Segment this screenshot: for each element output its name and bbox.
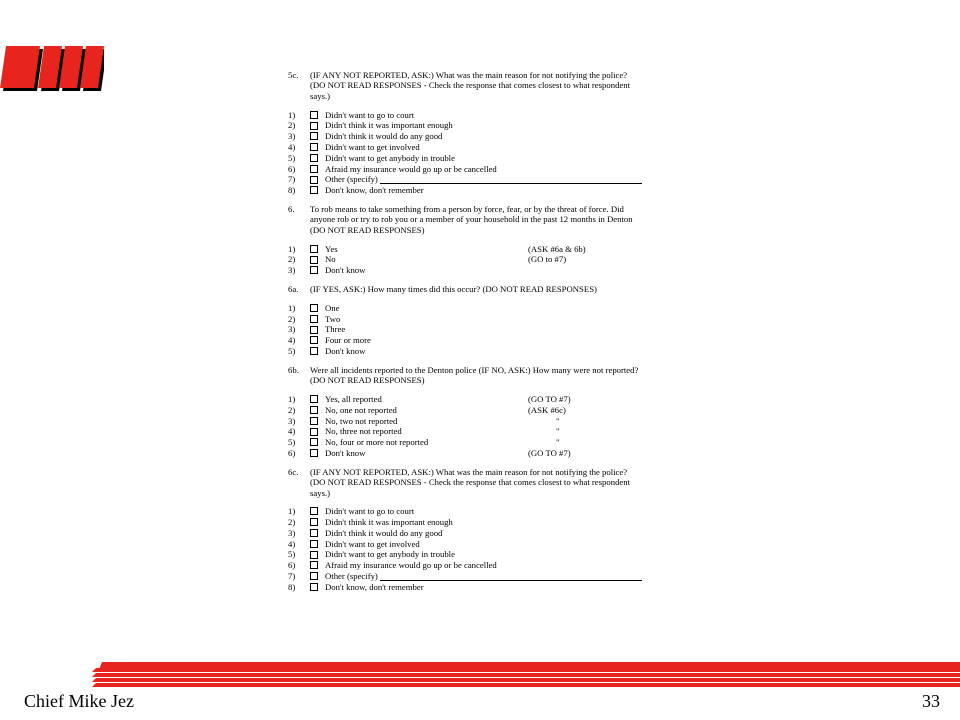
question-line [288, 204, 668, 214]
checkbox[interactable] [310, 304, 318, 312]
option-label: Other (specify) [325, 571, 378, 582]
checkbox[interactable] [310, 507, 318, 515]
question-text: says.) [310, 90, 331, 101]
option-number: 4) [288, 141, 296, 152]
checkbox[interactable] [310, 315, 318, 323]
checkbox[interactable] [310, 449, 318, 457]
question-spacer [288, 101, 668, 109]
option-instruction: (GO TO #7) [528, 447, 571, 458]
option-number: 8) [288, 185, 296, 196]
option-label: Didn't think it would do any good [325, 131, 443, 142]
checkbox[interactable] [310, 347, 318, 355]
option-label: One [325, 302, 340, 313]
option-label: Didn't want to get involved [325, 538, 420, 549]
option-instruction: " [556, 415, 560, 426]
option-number: 1) [288, 109, 296, 120]
option-row [288, 517, 668, 528]
option-label: Didn't want to go to court [325, 506, 415, 517]
footer-stripe [92, 673, 960, 677]
question-number [288, 477, 310, 487]
checkbox[interactable] [310, 165, 318, 173]
option-number: 6) [288, 447, 296, 458]
option-number: 1) [288, 393, 296, 404]
checkbox[interactable] [310, 326, 318, 334]
option-row [288, 394, 668, 405]
option-row [288, 131, 668, 142]
checkbox[interactable] [310, 561, 318, 569]
option-number: 3) [288, 527, 296, 538]
option-row [288, 346, 668, 357]
option-number: 3) [288, 131, 296, 142]
option-row [288, 571, 668, 582]
option-row [288, 415, 668, 426]
checkbox[interactable] [310, 176, 318, 184]
option-label: Yes [325, 243, 338, 254]
option-label: Yes, all reported [325, 393, 382, 404]
option-row [288, 120, 668, 131]
checkbox[interactable] [310, 540, 318, 548]
option-number: 1) [288, 243, 296, 254]
option-label: Don't know [325, 265, 366, 276]
question-text: (DO NOT READ RESPONSES - Check the response that comes closest to what respondent [310, 80, 631, 91]
checkbox[interactable] [310, 583, 318, 591]
checkbox[interactable] [310, 143, 318, 151]
option-row [288, 163, 668, 174]
question-number: 5c. [288, 70, 299, 80]
option-number: 3) [288, 324, 296, 335]
question-line [288, 80, 668, 90]
question-number [288, 375, 310, 385]
question-number: 6. [288, 203, 295, 214]
question-number: 6a. [288, 283, 299, 294]
option-instruction: " [556, 437, 560, 448]
option-row [288, 549, 668, 560]
specify-line [380, 572, 642, 581]
option-instruction: (GO TO #7) [528, 393, 571, 404]
option-row [288, 426, 668, 437]
checkbox[interactable] [310, 395, 318, 403]
question-spacer [288, 294, 668, 302]
option-label: Three [325, 324, 346, 335]
question-line [288, 284, 668, 294]
option-number: 5) [288, 437, 296, 448]
option-number: 1) [288, 302, 296, 313]
option-number: 1) [288, 506, 296, 517]
option-label: No [325, 254, 336, 265]
option-label: Didn't think it would do any good [325, 527, 443, 538]
question-number: 6b. [288, 364, 299, 375]
option-label: No, one not reported [325, 404, 397, 415]
question-spacer [288, 276, 668, 284]
question-text: (DO NOT READ RESPONSES) [310, 224, 425, 235]
question-number [288, 80, 310, 90]
option-instruction: " [556, 426, 560, 437]
option-number: 5) [288, 152, 296, 163]
option-label: Afraid my insurance would go up or be cancelled [325, 560, 497, 571]
question-number [288, 214, 310, 224]
option-number: 7) [288, 571, 296, 582]
footer-stripe [92, 678, 960, 682]
question-line [288, 91, 668, 101]
checkbox[interactable] [310, 336, 318, 344]
option-row [288, 528, 668, 539]
option-label: Didn't want to get anybody in trouble [325, 152, 455, 163]
checkbox[interactable] [310, 245, 318, 253]
question-line [288, 225, 668, 235]
option-row [288, 560, 668, 571]
option-row [288, 243, 668, 254]
question-text: (IF ANY NOT REPORTED, ASK:) What was the main reason for not notifying the police? [310, 70, 628, 80]
option-label: Didn't want to go to court [325, 109, 415, 120]
option-label: Didn't want to get involved [325, 141, 420, 152]
option-number: 2) [288, 404, 296, 415]
option-label: No, four or more not reported [325, 437, 429, 448]
option-row [288, 254, 668, 265]
question-spacer [288, 235, 668, 243]
checkbox[interactable] [310, 529, 318, 537]
option-label: Don't know [325, 345, 366, 356]
question-spacer [288, 386, 668, 394]
option-row [288, 313, 668, 324]
checkbox[interactable] [310, 572, 318, 580]
footer-stripe [92, 668, 960, 672]
option-label: No, three not reported [325, 426, 402, 437]
question-number [288, 225, 310, 235]
option-row [288, 405, 668, 416]
checkbox[interactable] [310, 428, 318, 436]
specify-line [380, 175, 642, 184]
question-line [288, 467, 668, 477]
question-text: To rob means to take something from a person by force, fear, or by the threat of force. Did [310, 203, 624, 214]
checkbox[interactable] [310, 417, 318, 425]
survey-document [288, 70, 668, 630]
option-number: 3) [288, 265, 296, 276]
option-number: 2) [288, 313, 296, 324]
footer-stripe [92, 683, 960, 687]
option-row [288, 185, 668, 196]
option-row [288, 174, 668, 185]
checkbox[interactable] [310, 518, 318, 526]
checkbox[interactable] [310, 111, 318, 119]
question-spacer [288, 498, 668, 506]
question-number: 6c. [288, 466, 299, 477]
footer-author: Chief Mike Jez [24, 691, 134, 711]
checkbox[interactable] [310, 551, 318, 559]
option-number: 5) [288, 345, 296, 356]
question-text: (DO NOT READ RESPONSES - Check the response that comes closest to what respondent [310, 477, 631, 488]
option-number: 6) [288, 560, 296, 571]
question-spacer [288, 459, 668, 467]
question-text: (IF ANY NOT REPORTED, ASK:) What was the main reason for not notifying the police? [310, 466, 628, 477]
option-number: 4) [288, 426, 296, 437]
question-text: Were all incidents reported to the Denton police (IF NO, ASK:) How many were not reported? [310, 364, 639, 375]
option-row [288, 109, 668, 120]
page-number: 33 [922, 691, 940, 711]
question-spacer [288, 196, 668, 204]
option-label: No, two not reported [325, 415, 398, 426]
option-row [288, 506, 668, 517]
checkbox[interactable] [310, 406, 318, 414]
option-label: Four or more [325, 335, 371, 346]
checkbox[interactable] [310, 256, 318, 264]
question-number [288, 488, 310, 498]
option-instruction: (ASK #6c) [528, 404, 566, 415]
option-number: 3) [288, 415, 296, 426]
checkbox[interactable] [310, 186, 318, 194]
option-row [288, 303, 668, 314]
red-bars-logo [0, 44, 104, 94]
option-label: Didn't want to get anybody in trouble [325, 549, 455, 560]
option-row [288, 142, 668, 153]
option-row [288, 324, 668, 335]
option-label: Two [325, 313, 341, 324]
option-row [288, 153, 668, 164]
option-row [288, 448, 668, 459]
checkbox[interactable] [310, 154, 318, 162]
option-row [288, 582, 668, 593]
question-text: (IF YES, ASK:) How many times did this occur? (DO NOT READ RESPONSES) [310, 283, 597, 294]
option-row [288, 335, 668, 346]
option-label: Afraid my insurance would go up or be cancelled [325, 163, 497, 174]
question-line [288, 214, 668, 224]
question-spacer [288, 357, 668, 365]
option-label: Other (specify) [325, 174, 378, 185]
option-row [288, 265, 668, 276]
option-instruction: (ASK #6a & 6b) [528, 243, 586, 254]
option-number: 4) [288, 335, 296, 346]
question-number [288, 91, 310, 101]
logo-bar [0, 46, 40, 88]
option-number: 2) [288, 254, 296, 265]
option-label: Didn't think it was important enough [325, 517, 453, 528]
question-line [288, 375, 668, 385]
checkbox[interactable] [310, 438, 318, 446]
option-number: 6) [288, 163, 296, 174]
footer-stripes [92, 654, 960, 692]
question-line [288, 365, 668, 375]
checkbox[interactable] [310, 122, 318, 130]
checkbox[interactable] [310, 132, 318, 140]
option-label: Don't know, don't remember [325, 581, 424, 592]
option-instruction: (GO to #7) [528, 254, 567, 265]
question-text: says.) [310, 487, 331, 498]
option-number: 2) [288, 120, 296, 131]
option-label: Don't know, don't remember [325, 185, 424, 196]
checkbox[interactable] [310, 266, 318, 274]
question-text: anyone rob or try to rob you or a member of your household in the past 12 months in Denton [310, 214, 633, 225]
question-line [288, 488, 668, 498]
option-row [288, 437, 668, 448]
option-label: Don't know [325, 447, 366, 458]
option-row [288, 538, 668, 549]
option-number: 4) [288, 538, 296, 549]
option-number: 5) [288, 549, 296, 560]
question-line [288, 70, 668, 80]
option-number: 8) [288, 581, 296, 592]
question-line [288, 477, 668, 487]
option-number: 2) [288, 517, 296, 528]
option-number: 7) [288, 174, 296, 185]
option-label: Didn't think it was important enough [325, 120, 453, 131]
question-text: (DO NOT READ RESPONSES) [310, 375, 425, 386]
